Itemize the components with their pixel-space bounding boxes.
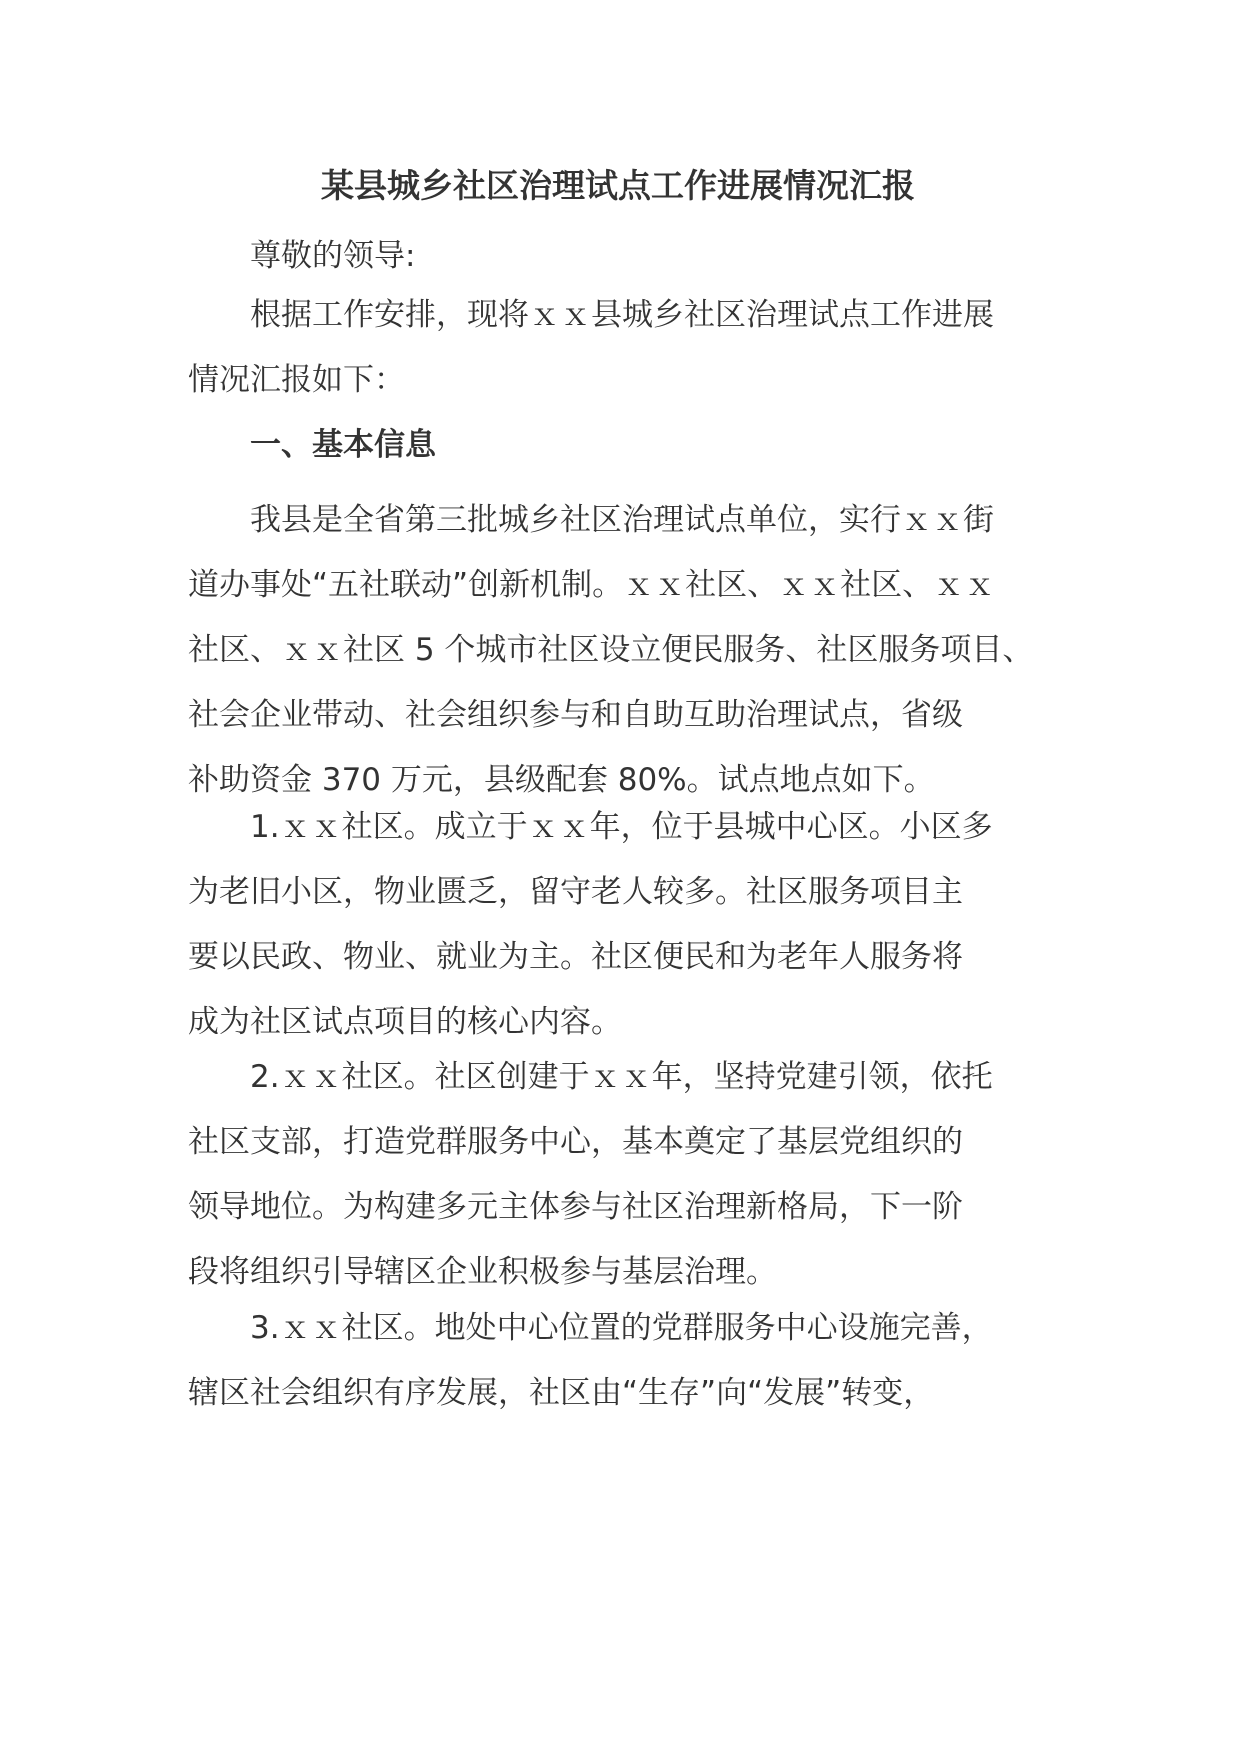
text-line: 3.ｘｘ社区。地处中心位置的党群服务中心设施完善， (250, 1310, 993, 1346)
text-line: 1.ｘｘ社区。成立于ｘｘ年，位于县城中心区。小区多 (250, 809, 993, 845)
text-line: 段将组织引导辖区企业积极参与基层治理。 (188, 1254, 777, 1290)
text-line: 为老旧小区，物业匮乏，留守老人较多。社区服务项目主 (188, 874, 963, 910)
salutation-line: 尊敬的领导: (250, 238, 416, 274)
text-line: 社会企业带动、社会组织参与和自助互助治理试点，省级 (188, 697, 963, 733)
document-title: 某县城乡社区治理试点工作进展情况汇报 (321, 166, 915, 205)
community-item-3 (188, 1296, 1068, 1426)
community-item-1 (188, 795, 1068, 1055)
section-heading-basic-info: 一、基本信息 (250, 427, 436, 463)
text-line: 根据工作安排，现将ｘｘ县城乡社区治理试点工作进展 (250, 297, 994, 333)
text-line: 要以民政、物业、就业为主。社区便民和为老年人服务将 (188, 939, 963, 975)
text-line: 道办事处“五社联动”创新机制。ｘｘ社区、ｘｘ社区、ｘｘ (188, 567, 996, 603)
text-line: 我县是全省第三批城乡社区治理试点单位，实行ｘｘ街 (250, 502, 994, 538)
text-line: 社区、ｘｘ社区 5 个城市社区设立便民服务、社区服务项目、 (188, 632, 1034, 668)
basic-info-paragraph (188, 488, 1068, 813)
text-line: 情况汇报如下： (188, 362, 405, 398)
text-line: 领导地位。为构建多元主体参与社区治理新格局，下一阶 (188, 1189, 963, 1225)
text-line: 辖区社会组织有序发展，社区由“生存”向“发展”转变， (188, 1375, 935, 1411)
text-line: 成为社区试点项目的核心内容。 (188, 1004, 622, 1040)
community-item-2 (188, 1045, 1068, 1305)
salutation (188, 224, 1068, 289)
text-line: 社区支部，打造党群服务中心，基本奠定了基层党组织的 (188, 1124, 963, 1160)
text-line: 补助资金 370 万元，县级配套 80%。试点地点如下。 (188, 762, 935, 798)
intro-paragraph (188, 283, 1068, 413)
text-line: 2.ｘｘ社区。社区创建于ｘｘ年，坚持党建引领，依托 (250, 1059, 993, 1095)
